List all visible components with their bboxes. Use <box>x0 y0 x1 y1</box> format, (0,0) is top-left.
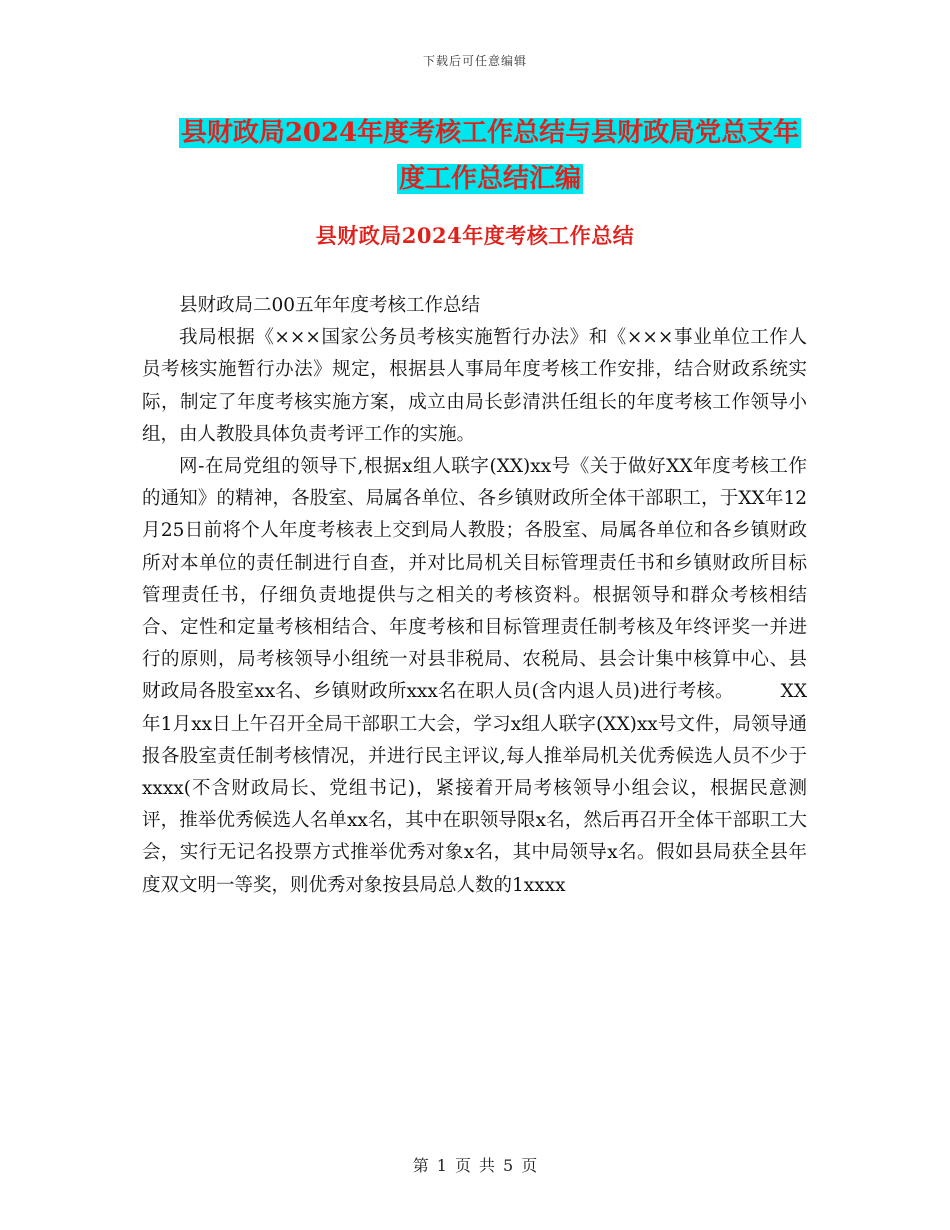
document-title-line-2: 度工作总结汇编 <box>398 164 581 194</box>
paragraph: 网-在局党组的领导下,根据x组人联字(XX)xx号《关于做好XX年度考核工作的通知》的精神，各股室、局属各单位、各乡镇财政所全体干部职工，于XX年12月25日前将个人年度考核表上交到局人教股；各股室、局属各单位和各乡镇财政所对本单位的责任制进行自查，并对比局机关目标管理责任书和乡镇财政所目标管理责任书，仔细负责地提供与之相关的考核资料。根据领导和群众考核相结合、定性和定量考核相结合、年度考核和目标管理责任制考核及年终评奖一并进行的原则，局考核领导小组统一对县非税局、农税局、县会计集中核算中心、县财政局各股室xx名、乡镇财政所xxx名在职人员(含内退人员)进行考核。 XX年1月xx日上午召开全局干部职工大会，学习x组人联字(XX)xx号文件，局领导通报各股室责任制考核情况，并进行民主评议,每人推举局机关优秀候选人员不少于xxxx(不含财政局长、党组书记)，紧接着开局考核领导小组会议，根据民意测评，推举优秀候选人名单xx名，其中在职领导限x名，然后再召开全体干部职工大会，实行无记名投票方式推举优秀对象x名，其中局领导x名。假如县局获全县年度双文明一等奖，则优秀对象按县局总人数的1xxxx <box>142 456 807 896</box>
footer-label-total: 共 <box>479 1156 496 1175</box>
document-title <box>140 110 840 202</box>
section-heading: 县财政局2024年度考核工作总结 <box>315 223 635 248</box>
footer-label-page-unit: 页 <box>454 1156 471 1175</box>
footer-label-total-unit: 页 <box>521 1156 538 1175</box>
document-title-line-1: 县财政局2024年度考核工作总结与县财政局党总支年 <box>180 118 800 148</box>
page-header: 下载后可任意编辑 <box>422 54 527 68</box>
body-text <box>142 290 807 902</box>
footer-label-page: 第 <box>412 1156 429 1175</box>
page-footer <box>0 1153 950 1176</box>
paragraph: 我局根据《×××国家公务员考核实施暂行办法》和《×××事业单位工作人员考核实施暂行办法》规定，根据县人事局年度考核工作安排，结合财政系统实际，制定了年度考核实施方案，成立由局长彭清洪任组长的年度考核工作领导小组，由人教股具体负责考评工作的实施。 <box>142 327 807 445</box>
footer-total-pages: 5 <box>503 1156 514 1175</box>
paragraph-subtitle: 县财政局二00五年年度考核工作总结 <box>179 295 481 316</box>
footer-current-page: 1 <box>436 1156 447 1175</box>
